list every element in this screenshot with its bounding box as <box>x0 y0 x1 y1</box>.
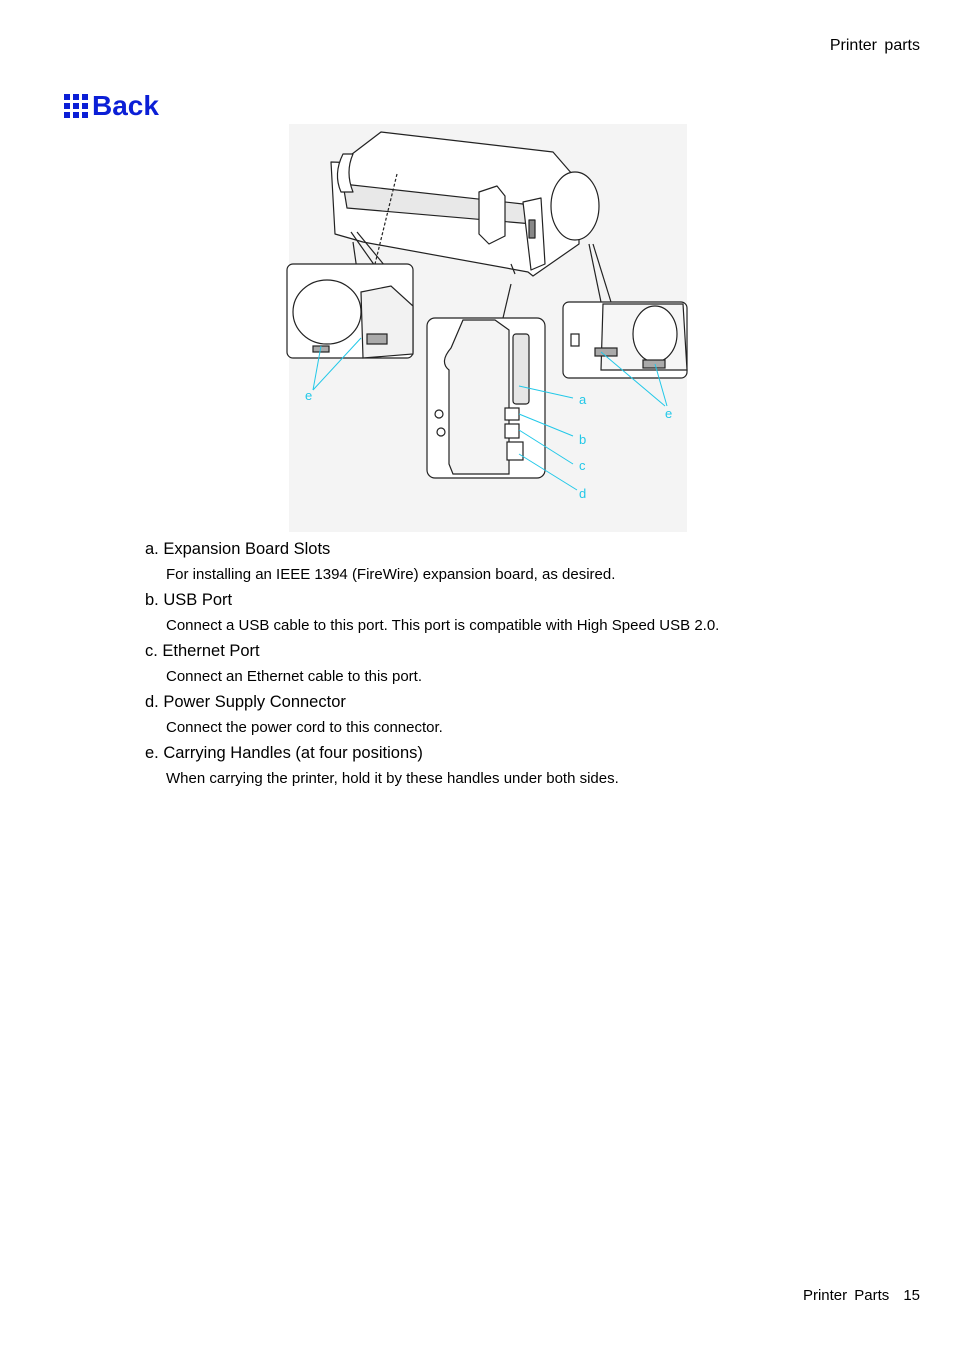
page-footer <box>803 1287 920 1304</box>
part-desc-a: For installing an IEEE 1394 (FireWire) expansion board, as desired. <box>166 566 616 583</box>
parts-list <box>145 538 905 793</box>
callout-e-right: e <box>665 406 673 421</box>
part-term-d: d. Power Supply Connector <box>145 693 346 711</box>
section-heading <box>64 88 159 124</box>
part-term-a: a. Expansion Board Slots <box>145 540 331 558</box>
callout-b: b <box>579 432 587 447</box>
callout-c: c <box>579 458 586 473</box>
callout-e-left: e <box>305 388 313 403</box>
part-desc-b: Connect a USB cable to this port. This port is compatible with High Speed USB 2.0. <box>166 617 720 634</box>
page-header: Printer parts <box>829 37 920 54</box>
part-term-b: b. USB Port <box>145 591 233 609</box>
footer-section: Printer Parts <box>802 1287 890 1304</box>
part-term-e: e. Carrying Handles (at four positions) <box>145 744 423 762</box>
page-title: Back <box>92 90 159 121</box>
page-number: 15 <box>903 1287 920 1304</box>
callout-d: d <box>579 486 587 501</box>
grid-icon <box>64 94 88 118</box>
part-desc-e: When carrying the printer, hold it by these handles under both sides. <box>166 770 619 787</box>
part-desc-c: Connect an Ethernet cable to this port. <box>166 668 422 685</box>
callout-a: a <box>579 392 587 407</box>
part-term-c: c. Ethernet Port <box>145 642 260 660</box>
part-desc-d: Connect the power cord to this connector. <box>166 719 443 736</box>
printer-back-illustration <box>283 124 691 532</box>
